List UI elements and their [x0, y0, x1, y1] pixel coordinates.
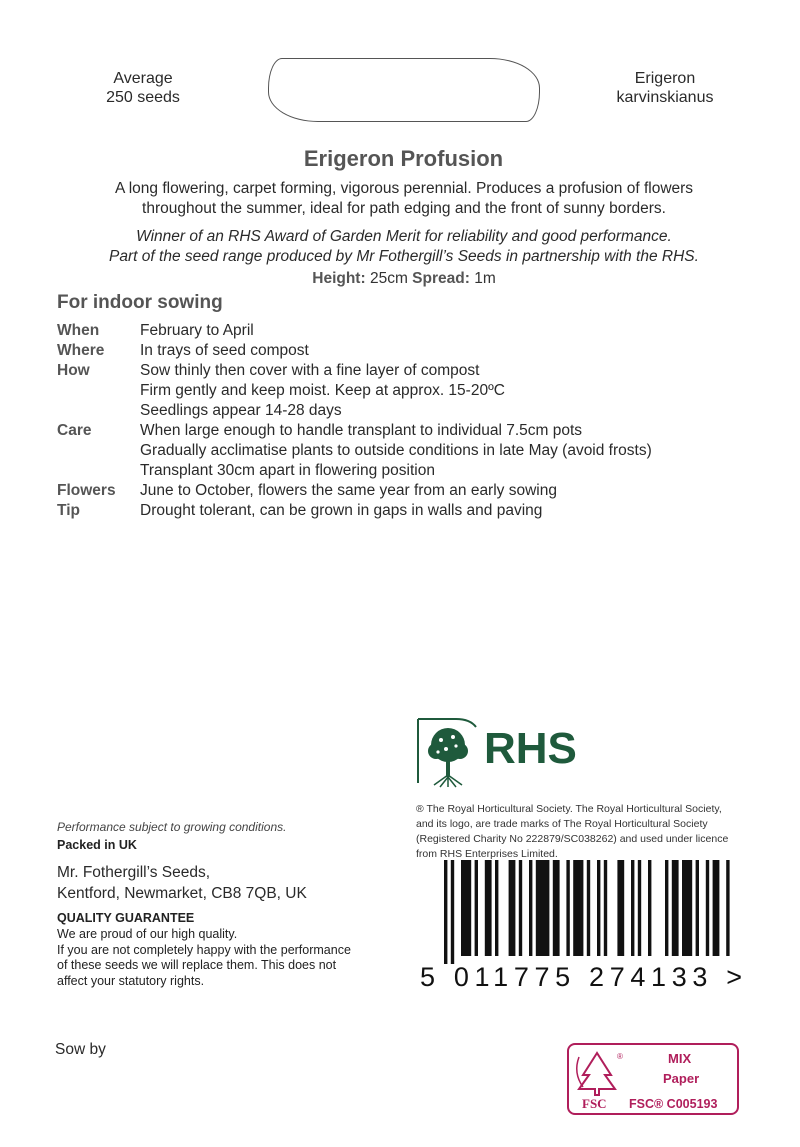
height-value: 25cm — [369, 270, 408, 287]
packet-window — [268, 58, 540, 122]
barcode-bar — [573, 860, 583, 956]
award-text — [60, 227, 748, 267]
barcode-bar — [638, 860, 641, 956]
sowing-heading: For indoor sowing — [57, 292, 223, 313]
quality-guarantee-text — [57, 927, 407, 989]
seed-count-line2: 250 seeds — [106, 89, 180, 106]
barcode — [420, 860, 750, 990]
barcode-digits: 5 011775 274133 > — [420, 962, 742, 990]
barcode-bar — [519, 860, 522, 956]
spread-label: Spread: — [412, 270, 470, 287]
sowing-line: In trays of seed compost — [140, 342, 309, 359]
barcode-bar — [665, 860, 668, 956]
rhs-note-line: from RHS Enterprises Limited. — [416, 848, 558, 860]
fsc-paper: Paper — [663, 1071, 700, 1086]
rhs-tree-icon — [418, 719, 476, 787]
barcode-bar — [682, 860, 692, 956]
rhs-note-line: ® The Royal Horticultural Society. The Royal Horticultural Society, — [416, 803, 722, 815]
barcode-bar — [451, 860, 454, 964]
sowing-label: Flowers — [57, 482, 116, 499]
sowing-label: Care — [57, 422, 92, 439]
barcode-bar — [631, 860, 634, 956]
sowing-line: Seedlings appear 14-28 days — [140, 402, 342, 419]
sowing-line: When large enough to handle transplant to individual 7.5cm pots — [140, 422, 583, 439]
guarantee-line: If you are not completely happy with the performance — [57, 942, 351, 957]
guarantee-line: affect your statutory rights. — [57, 973, 205, 988]
barcode-bar — [444, 860, 447, 964]
spread-value: 1m — [474, 270, 496, 287]
sowing-line: Sow thinly then cover with a fine layer of compost — [140, 362, 480, 379]
barcode-bar — [617, 860, 624, 956]
fsc-mark — [569, 1045, 737, 1113]
sowing-table — [57, 321, 757, 521]
barcode-bar — [529, 860, 532, 956]
sowing-line: Drought tolerant, can be grown in gaps in walls and paving — [140, 502, 543, 519]
product-description — [60, 179, 748, 219]
barcode-bar — [648, 860, 651, 956]
barcode-bar — [495, 860, 498, 956]
description-line2: throughout the summer, ideal for path edging and the front of sunny borders. — [142, 200, 666, 217]
sowing-label: Where — [57, 342, 105, 359]
barcode-bar — [604, 860, 607, 956]
description-line1: A long flowering, carpet forming, vigorous perennial. Produces a profusion of flowers — [114, 180, 694, 197]
fsc-label — [567, 1043, 739, 1115]
sowing-value — [140, 481, 757, 501]
height-label: Height: — [312, 270, 366, 287]
sowing-value — [140, 321, 757, 341]
award-line1: Winner of an RHS Award of Garden Merit for reliability and good performance. — [136, 228, 672, 245]
barcode-bar — [461, 860, 471, 956]
rhs-logo — [416, 715, 606, 795]
guarantee-line: of these seeds we will replace them. This does not — [57, 958, 337, 972]
sowing-value — [140, 421, 757, 481]
dimensions — [60, 270, 748, 288]
barcode-bar — [672, 860, 679, 956]
svg-text:®: ® — [617, 1052, 623, 1061]
seed-count-line1: Average — [113, 70, 173, 87]
barcode-bar — [713, 860, 720, 956]
barcode-bars — [444, 860, 730, 964]
barcode-bar — [726, 860, 729, 956]
sowing-line: Gradually acclimatise plants to outside conditions in late May (avoid frosts) — [140, 442, 652, 459]
sowing-label: Tip — [57, 502, 80, 519]
rhs-trademark-note — [416, 802, 756, 862]
barcode-bar — [566, 860, 569, 956]
address-line1: Mr. Fothergill’s Seeds, — [57, 864, 211, 881]
barcode-bar — [536, 860, 550, 956]
rhs-note-line: and its logo, are trade marks of The Royal Horticultural Society — [416, 818, 708, 830]
company-address — [57, 862, 307, 904]
sowing-label: When — [57, 322, 100, 339]
guarantee-line: We are proud of our high quality. — [57, 927, 238, 941]
sowing-line: February to April — [140, 322, 254, 339]
sowing-line: Firm gently and keep moist. Keep at approx. 15-20ºC — [140, 382, 505, 399]
sowing-row-where — [57, 341, 757, 361]
award-line2: Part of the seed range produced by Mr Fothergill’s Seeds in partnership with the RHS. — [109, 248, 699, 265]
sowing-value — [140, 341, 757, 361]
barcode-bar — [509, 860, 516, 956]
latin-line2: karvinskianus — [616, 89, 714, 106]
barcode-bar — [696, 860, 699, 956]
sowing-label: How — [57, 362, 90, 379]
latin-name — [600, 69, 730, 107]
fsc-logo-text: FSC — [582, 1096, 607, 1111]
packed-in: Packed in UK — [57, 838, 137, 852]
sowing-row-flowers — [57, 481, 757, 501]
fsc-code: FSC® C005193 — [629, 1097, 718, 1111]
address-line2: Kentford, Newmarket, CB8 7QB, UK — [57, 885, 307, 902]
product-title: Erigeron Profusion — [303, 146, 504, 171]
sowing-row-when — [57, 321, 757, 341]
barcode-bar — [485, 860, 492, 956]
barcode-bar — [587, 860, 590, 956]
seed-count — [78, 69, 208, 107]
fsc-tree-icon — [577, 1052, 623, 1095]
barcode-bar — [475, 860, 478, 956]
rhs-logo-text: RHS — [484, 724, 577, 773]
performance-note: Performance subject to growing conditions. — [57, 820, 287, 834]
fsc-mix: MIX — [668, 1051, 692, 1066]
sowing-row-tip — [57, 501, 757, 521]
barcode-bar — [706, 860, 709, 956]
sow-by-label: Sow by — [55, 1041, 106, 1058]
rhs-note-line: (Registered Charity No 222879/SC038262) and used under licence — [416, 833, 729, 845]
sowing-line: Transplant 30cm apart in flowering position — [140, 462, 435, 479]
sowing-value — [140, 501, 757, 521]
sowing-value — [140, 361, 757, 421]
sowing-row-care — [57, 421, 757, 481]
latin-line1: Erigeron — [634, 70, 696, 87]
sowing-row-how — [57, 361, 757, 421]
barcode-bar — [553, 860, 560, 956]
quality-guarantee-heading: QUALITY GUARANTEE — [57, 911, 195, 925]
barcode-bar — [597, 860, 600, 956]
sowing-line: June to October, flowers the same year from an early sowing — [140, 482, 557, 499]
